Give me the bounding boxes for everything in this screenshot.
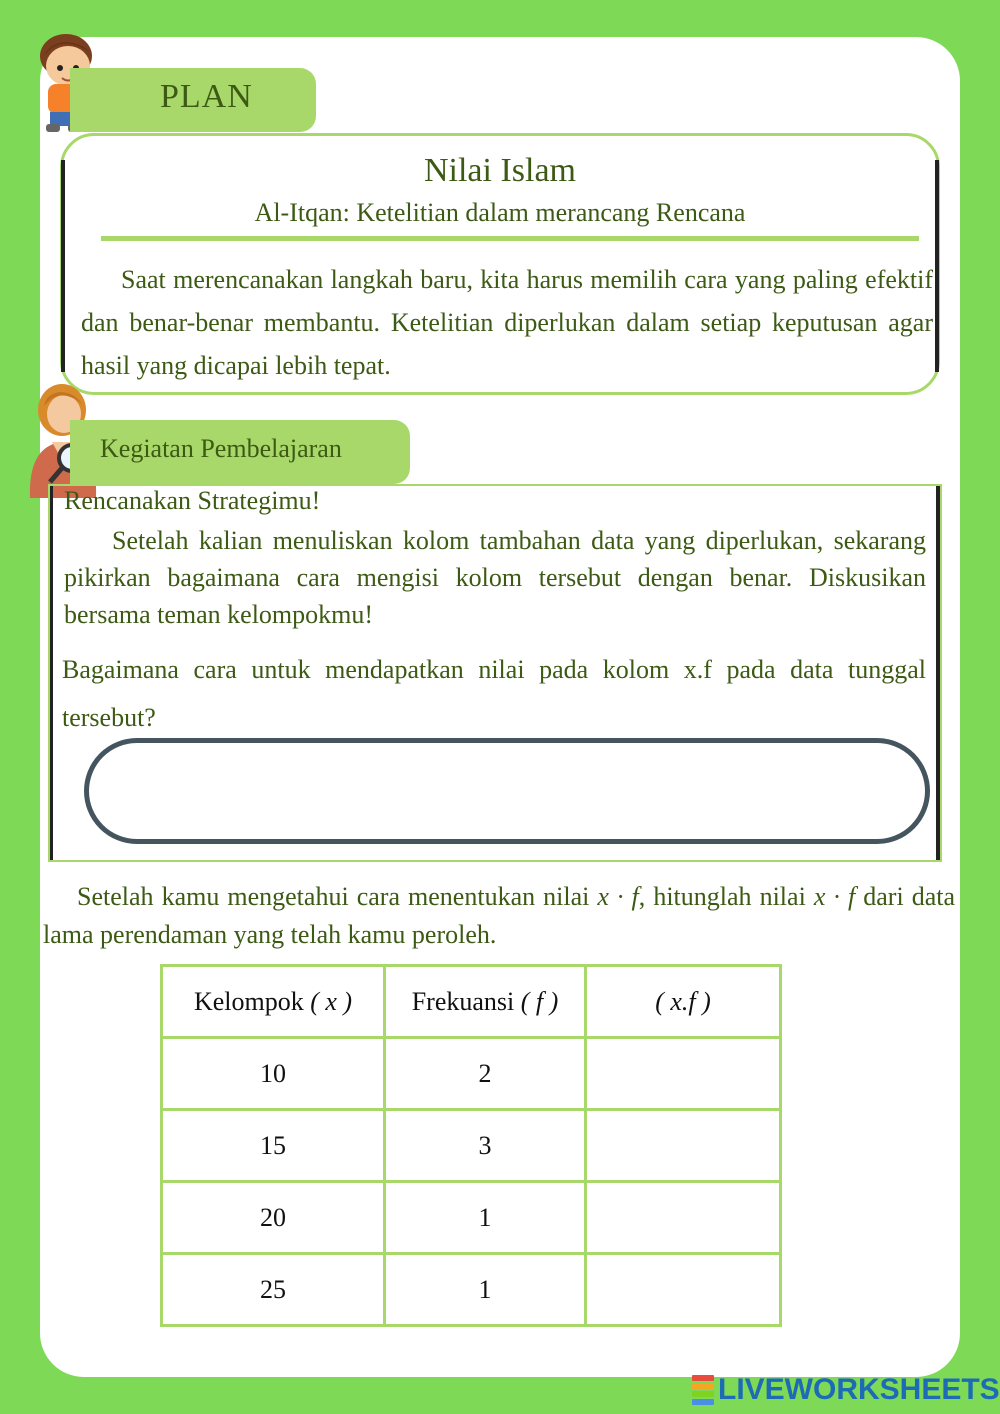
kegiatan-tab-label: Kegiatan Pembelajaran	[100, 434, 342, 463]
table-row	[162, 1038, 781, 1110]
answer-input[interactable]	[84, 738, 930, 844]
kegiatan-heading: Rencanakan Strategimu!	[64, 486, 321, 515]
liveworksheets-watermark	[692, 1372, 1000, 1408]
math-expression: x · f	[597, 882, 639, 911]
box-right-bar	[935, 160, 939, 372]
plan-tab-label: PLAN	[160, 78, 253, 115]
cell-f: 1	[385, 1182, 586, 1254]
cell-f: 3	[385, 1110, 586, 1182]
instruction-part-2: , hitunglah nilai	[638, 882, 814, 911]
header-frekuansi: Frekuansi ( f )	[385, 966, 586, 1038]
plan-tab	[70, 68, 316, 132]
table-row	[162, 1254, 781, 1326]
math-expression: x · f	[813, 882, 856, 911]
header-kelompok: Kelompok ( x )	[162, 966, 385, 1038]
table-header-row	[162, 966, 781, 1038]
header-xf: ( x.f )	[586, 966, 781, 1038]
cell-f: 2	[385, 1038, 586, 1110]
cell-xf-input[interactable]	[586, 1254, 781, 1326]
cell-xf-input[interactable]	[586, 1110, 781, 1182]
box-right-bar	[936, 486, 940, 860]
frequency-table	[160, 964, 782, 1327]
kegiatan-tab	[70, 420, 410, 484]
instruction-part-1: Setelah kamu mengetahui cara menentukan nilai	[77, 882, 598, 911]
cell-xf-input[interactable]	[586, 1182, 781, 1254]
table-row	[162, 1110, 781, 1182]
cell-x: 25	[162, 1254, 385, 1326]
instruction-part-3: dari data lama perendaman yang telah kamu peroleh.	[43, 882, 956, 949]
box-left-bar	[50, 486, 53, 860]
nilai-title: Nilai Islam	[423, 152, 577, 189]
nilai-divider	[101, 236, 919, 241]
cell-f: 1	[385, 1254, 586, 1326]
nilai-islam-box	[60, 133, 940, 395]
nilai-body: Saat merencanakan langkah baru, kita harus memilih cara yang paling efektif dan benar-benar membantu. Ketelitian diperlukan dalam setiap keputusan agar hasil yang dicapai lebih tepat.	[81, 265, 933, 380]
nilai-subtitle: Al-Itqan: Ketelitian dalam merancang Rencana	[254, 198, 746, 227]
cell-x: 20	[162, 1182, 385, 1254]
table-row	[162, 1182, 781, 1254]
instruction-text	[43, 878, 955, 954]
cell-x: 10	[162, 1038, 385, 1110]
kegiatan-box	[48, 484, 942, 862]
cell-x: 15	[162, 1110, 385, 1182]
watermark-text: LIVEWORKSHEETS	[718, 1373, 1000, 1406]
kegiatan-body: Setelah kalian menuliskan kolom tambahan data yang diperlukan, sekarang pikirkan bagaimana cara mengisi kolom tersebut dengan benar. Diskusikan bersama teman kelompokmu!	[64, 526, 926, 629]
cell-xf-input[interactable]	[586, 1038, 781, 1110]
box-left-bar	[61, 160, 65, 372]
kegiatan-question: Bagaimana cara untuk mendapatkan nilai pada kolom x.f pada data tunggal tersebut?	[62, 655, 926, 732]
liveworksheets-logo-icon	[692, 1375, 714, 1405]
